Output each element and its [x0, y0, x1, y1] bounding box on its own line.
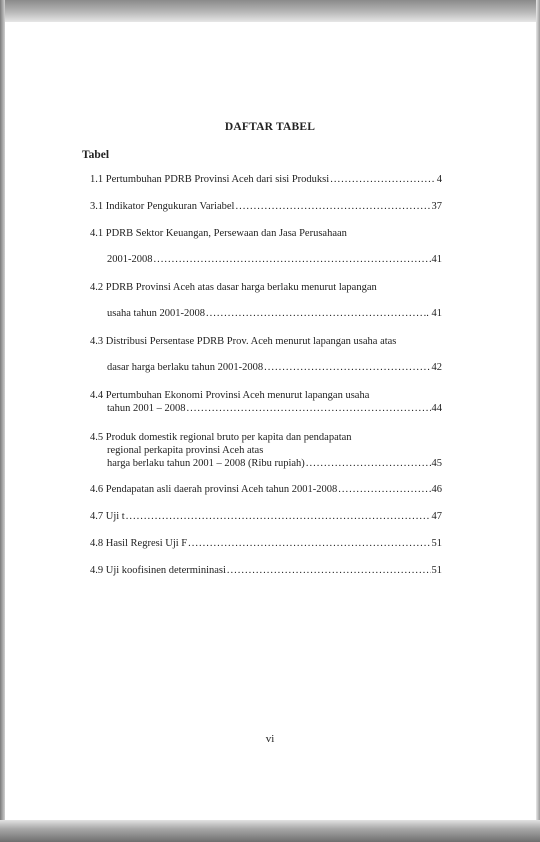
dot-leader — [126, 511, 431, 523]
toc-entry — [90, 484, 442, 496]
page-title: DAFTAR TABEL — [224, 121, 316, 133]
toc-entry — [90, 390, 442, 415]
entry-page: 42 — [431, 362, 442, 373]
entry-text-cont: usaha tahun 2001-2008 — [107, 308, 205, 319]
entry-text-cont: harga berlaku tahun 2001 – 2008 (Ribu rupiah) — [107, 458, 305, 469]
toc-entry — [90, 432, 442, 470]
dot-leader — [235, 201, 430, 213]
toc-entry — [90, 201, 442, 213]
entry-text-cont: regional perkapita provinsi Aceh atas — [107, 445, 264, 456]
entry-text: 3.1 Indikator Pengukuran Variabel — [90, 201, 235, 212]
entry-text: 4.7 Uji t — [90, 511, 125, 522]
toc-entry — [90, 228, 442, 266]
entry-text: 4.3 Distribusi Persentase PDRB Prov. Aceh menurut lapangan usaha atas — [90, 336, 397, 347]
entry-page: .. 41 — [423, 308, 442, 319]
toc-entry — [90, 565, 442, 577]
entry-page: 45 — [431, 458, 442, 469]
dot-leader — [227, 565, 431, 577]
entry-text: 4.1 PDRB Sektor Keuangan, Persewaan dan Jasa Perusahaan — [90, 228, 347, 239]
section-label: Tabel — [82, 149, 110, 161]
page-number: vi — [265, 733, 275, 745]
scan-border-bottom — [0, 820, 540, 842]
dot-leader — [264, 362, 430, 374]
entry-text: 1.1 Pertumbuhan PDRB Provinsi Aceh dari sisi Produksi — [90, 174, 330, 185]
entry-page: 46 — [431, 484, 442, 495]
dot-leader — [206, 308, 423, 320]
entry-text: 4.4 Pertumbuhan Ekonomi Provinsi Aceh menurut lapangan usaha — [90, 390, 370, 401]
entry-text: 4.8 Hasil Regresi Uji F — [90, 538, 188, 549]
entry-page: 47 — [431, 511, 442, 522]
entry-page: 4 — [436, 174, 442, 185]
entry-page: 51 — [431, 538, 442, 549]
entry-text: 4.2 PDRB Provinsi Aceh atas dasar harga berlaku menurut lapangan — [90, 282, 377, 293]
dot-leader — [188, 538, 430, 550]
toc-entry — [90, 282, 442, 320]
dot-leader — [186, 403, 430, 415]
dot-leader — [154, 254, 431, 266]
entry-text: 4.5 Produk domestik regional bruto per kapita dan pendapatan — [90, 432, 352, 443]
scan-border-top — [0, 0, 540, 22]
entry-page: 44 — [431, 403, 442, 414]
toc-entry — [90, 336, 442, 374]
toc-entry — [90, 538, 442, 550]
entry-text-cont: dasar harga berlaku tahun 2001-2008 — [107, 362, 264, 373]
entry-text-cont: 2001-2008 — [107, 254, 153, 265]
dot-leader — [330, 174, 436, 186]
toc-entry — [90, 174, 442, 186]
entry-text: 4.6 Pendapatan asli daerah provinsi Aceh tahun 2001-2008 — [90, 484, 338, 495]
entry-page: 37 — [431, 201, 442, 212]
dot-leader — [306, 458, 431, 470]
entry-text: 4.9 Uji koofisinen determininasi — [90, 565, 226, 576]
dot-leader — [338, 484, 430, 496]
entry-page: 51 — [431, 565, 442, 576]
toc-entry — [90, 511, 442, 523]
entry-page: 41 — [431, 254, 442, 265]
entry-text-cont: tahun 2001 – 2008 — [107, 403, 186, 414]
